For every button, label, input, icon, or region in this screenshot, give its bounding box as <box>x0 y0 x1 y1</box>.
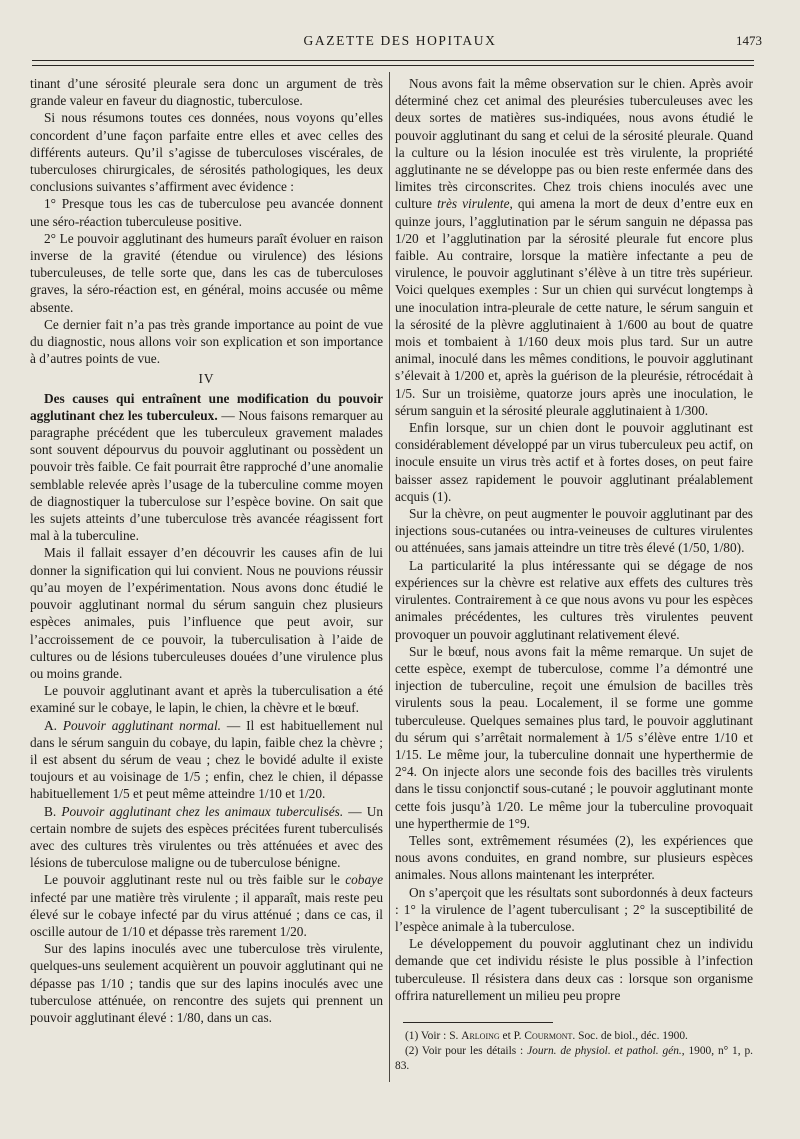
paragraph: La particularité la plus intéressante qui se dégage de nos expériences sur la chèvre est relative aux effets des cultures très virulentes. Contrairement à ce que nous avons vu pour les espèces animales précédentes, les cultures très virulentes peuvent provoquer un pouvoir agglutinant relativement élevé. <box>395 557 753 642</box>
footnotes <box>395 1029 753 1074</box>
footnote-rule <box>403 1022 553 1023</box>
paragraph: On s’aperçoit que les résultats sont subordonnés à deux facteurs : 1° la virulence de l’agent tuberculisant ; 2° la susceptibilité de l’espèce animale à la tuberculose. <box>395 884 753 934</box>
paragraph <box>30 803 383 872</box>
paragraph <box>395 75 753 419</box>
paragraph: Si nous résumons toutes ces données, nous voyons qu’elles concordent d’une façon parfaite entre elles et avec celles des différents auteurs. Qu’il s’agisse de tuberculoses viscérales, de tuberculoses chirurgicales, de sérosités pathologiques, les deux conclusions suivantes s’affirment avec évidence : <box>30 110 383 195</box>
text-run: (1) Voir : S. <box>405 1029 462 1042</box>
paragraph: 1° Presque tous les cas de tuberculose peu avancée donnent une séro-réaction tuberculeuse positive. <box>30 196 383 229</box>
paragraph <box>30 871 383 940</box>
journal-title: GAZETTE DES HOPITAUX <box>303 33 497 48</box>
paragraph: Sur le bœuf, nous avons fait la même remarque. Un sujet de cette espèce, exempt de tuberculose, comme l’a démontré une injection de tuberculine, reçoit une émulsion de bacilles très virulents sous la peau. Localement, il se forme une gomme tuberculeuse. Quelques semaines plus tard, le pouvoir agglutinant du sérum qui s’arrêtait normalement à 1/5 s’élève entre 1/10 et 1/15. Le même jour, la tuberculine donnait une hyperthermie de 2°4. On injecte alors une seconde fois des bacilles très virulents dans le tissu conjonctif sous-cutané ; le pouvoir agglutinant monte cette fois jusqu’à 1/20. Le même jour la tuberculine provoquait une hyperthermie de 1°9. <box>395 643 753 831</box>
item-letter: B. <box>44 803 62 819</box>
footnote <box>395 1044 753 1074</box>
section-paragraph <box>30 390 383 545</box>
page-number: 1473 <box>736 33 762 48</box>
paragraph: tinant d’une sérosité pleurale sera donc un argument de très grande valeur en faveur du diagnostic, tuberculose. <box>30 76 383 109</box>
item-text: — Il est habituellement nul dans le sérum sanguin du cobaye, du lapin, faible chez la chèvre ; il est absent du sérum de veau ; chez le bovidé adulte il existe toujours et au voisinage de 1/5 ; enfin, chez le chien, il dépasse habituellement 1/5 et peut même atteindre 1/10 et 1/20. <box>30 717 383 802</box>
paragraph <box>30 717 383 803</box>
section-title: Des causes qui entraînent une modification du pouvoir agglutinant chez les tuberculeux. <box>30 390 383 423</box>
right-column <box>395 75 753 1074</box>
item-heading: Pouvoir agglutinant chez les animaux tuberculisés. <box>61 803 344 819</box>
footnote <box>395 1029 753 1044</box>
text-run: Le pouvoir agglutinant reste nul ou très faible sur le <box>44 872 346 888</box>
text-run: infecté par une matière très virulente ; il apparaît, mais reste peu élevé sur le cobaye infecté par du virus atténué ; dans ce cas, il oscille autour de 1/10 et dépasse très rarement 1/20. <box>30 889 383 939</box>
italic-term: cobaye <box>345 872 383 888</box>
italic-term: très virulente <box>437 196 510 212</box>
paragraph: Enfin lorsque, sur un chien dont le pouvoir agglutinant est considérablement développé par un virus tuberculeux peu actif, on inocule ensuite un virus très actif et à fortes doses, on peut faire baisser assez rapidement le pouvoir agglutinant préalablement acquis (1). <box>395 420 753 504</box>
left-column <box>30 75 383 1026</box>
journal-name: Journ. de physiol. et pathol. gén. <box>527 1044 682 1057</box>
paragraph: Sur la chèvre, on peut augmenter le pouvoir agglutinant par des injections sous-cutanées ou intra-veineuses de cultures virulentes ou atténuées, sans jamais atteindre un titre très élevé (1/50, 1/80). <box>395 506 753 556</box>
item-text: — Un certain nombre de sujets des espèces précitées furent tuberculisés avec des cultures très virulentes ou très atténuées et avec des lésions de tuberculose maligne ou de tuberculose bénigne. <box>30 803 383 871</box>
section-number: IV <box>198 371 215 387</box>
paragraph: Telles sont, extrêmement résumées (2), les expériences que nous avons conduites, en grand nombre, sur plusieurs espèces animales. Nous allons maintenant les interpréter. <box>395 832 753 883</box>
text-run: , 1900, n° 1, p. 83. <box>395 1044 753 1072</box>
paragraph: Sur des lapins inoculés avec une tuberculose très virulente, quelques-uns seulement acquièrent un pouvoir agglutinant qui ne dépasse pas 1/10 ; tandis que sur des lapins inoculés avec une tuberculose atténuée, on rencontre des sujets qui prennent un pouvoir agglutinant élevé : 1/80, dans un cas. <box>30 941 383 1025</box>
paragraph: Le pouvoir agglutinant avant et après la tuberculisation a été examiné sur le cobaye, le lapin, le chien, la chèvre et le bœuf. <box>30 683 383 716</box>
text-run: et P. <box>499 1029 525 1042</box>
text-run: . Soc. de biol., déc. 1900. <box>572 1029 688 1042</box>
running-header <box>30 33 770 55</box>
paragraph: Le développement du pouvoir agglutinant chez un individu demande que cet individu résiste le plus possible à l’infection tuberculeuse. Il résistera dans deux cas : lorsque son organisme offrira naturellement un milieu peu propre <box>395 936 753 1003</box>
header-rule <box>32 60 754 66</box>
text-run: , qui amena la mort de deux d’entre eux en quinze jours, l’agglutination par le sérum sanguin ne dépassa pas 1/20 et l’agglutination par la sérosité pleurale fut encore plus faible. Au contraire, lorsque la matière infectante a peu de virulence, le pouvoir agglutinant s’élève à un titre très supérieur. Voici quelques exemples : Sur un chien qui survécut longtemps à une inoculation intra-pleurale de cette nature, le sérum sanguin et la sérosité de la plèvre agglutinaient à 1/600 au bout de quatre mois et tombaient à 1/160 deux mois plus tard. Sur un autre animal, inoculé dans les mêmes conditions, le pouvoir agglutinant s’élevait à 1/200 et, après la guérison de la pleurésie, rétrocédait à 1/5. Sur un troisième, quatorze jours après une inoculation, le sérum sanguin et la sérosité pleurale agglutinaient à 1/300. <box>395 196 753 418</box>
section-body: — Nous faisons remarquer au paragraphe précédent que les tuberculeux gravement malades sont souvent dépourvus du pouvoir agglutinant ou possèdent un pouvoir très faible. Ce fait pourrait être rapproché d’une anomalie semblable relevée après l’usage de la tuberculine comme moyen de diagnostiquer la tuberculose sur l’espèce bovine. On sait que les sujets atteints d’une tuberculose très avancée réagissent fort mal à la tuberculine. <box>30 407 383 544</box>
text-run: Nous avons fait la même observation sur le chien. Après avoir déterminé chez cet animal des pleurésies tuberculeuses avec les deux sortes de matières sus-indiquées, nous avons étudié le pouvoir agglutinant du sang et celui de la sérosité pleurale. Quand la culture ou la lésion inoculée est très virulente, la propriété agglutinante ne se développe pas ou bien reste enfermée dans des limites très circonscrites. Chez trois chiens inoculés avec une culture <box>395 76 753 212</box>
column-separator <box>389 72 390 1082</box>
text-run: (2) Voir pour les détails : <box>405 1044 528 1057</box>
paragraph: Mais il fallait essayer d’en découvrir les causes afin de lui donner la signification qui lui convient. Nous ne pouvions réussir qu’au moyen de l’expérimentation. Nous avons donc étudié le pouvoir agglutinant normal du sérum sanguin chez plusieurs espèces animales, puis l’influence que peut avoir, sur l’accroissement de ce pouvoir, la tuberculisation à l’aide de cultures ou de lésions tuberculeuses douées d’une virulence plus ou moins grande. <box>30 545 383 681</box>
paragraph: 2° Le pouvoir agglutinant des humeurs paraît évoluer en raison inverse de la gravité (étendue ou virulence) des lésions tuberculeuses, de telle sorte que, dans les cas de tuberculoses graves, la séro-réaction est, en général, moins accusée ou même absente. <box>30 230 383 315</box>
author-name: Courmont <box>524 1029 573 1042</box>
item-letter: A. <box>44 717 63 733</box>
author-name: Arloing <box>461 1029 500 1042</box>
item-heading: Pouvoir agglutinant normal. <box>62 717 221 733</box>
paragraph: Ce dernier fait n’a pas très grande importance au point de vue du diagnostic, nous allons voir son explication et son importance à d’autres points de vue. <box>30 316 383 367</box>
